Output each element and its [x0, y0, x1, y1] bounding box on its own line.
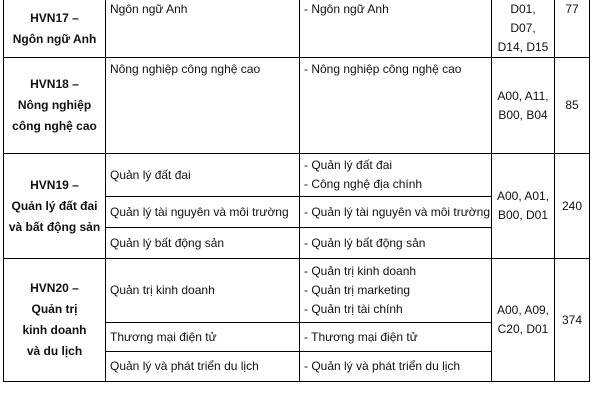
table-row — [4, 0, 590, 58]
quota-cell: 240 — [555, 154, 590, 259]
group-cell — [4, 154, 106, 259]
major-cell: - Thương mại điện tử — [300, 323, 492, 352]
major-cell: - Quản lý tài nguyên và môi trường — [300, 197, 492, 228]
group-name: công nghệ cao — [12, 119, 97, 133]
admissions-table — [3, 0, 590, 382]
major-cell: - Ngôn ngữ Anh — [300, 0, 492, 58]
program-cell: Quản lý bất động sản — [106, 228, 300, 259]
program-cell: Ngôn ngữ Anh — [106, 0, 300, 58]
major-line: - Quản trị tài chính — [304, 302, 403, 316]
major-cell: - Nông nghiệp công nghệ cao — [300, 58, 492, 154]
group-code: HVN20 – — [30, 281, 79, 295]
program-cell: Quản lý đất đai — [106, 154, 300, 197]
table-row — [4, 58, 590, 154]
quota-cell: 77 — [555, 0, 590, 58]
program-cell: Quản trị kinh doanh — [106, 259, 300, 323]
major-cell — [300, 259, 492, 323]
group-name: Quản lý đất đai — [11, 198, 98, 213]
program-cell: Quản lý và phát triển du lịch — [106, 352, 300, 382]
program-cell: Nông nghiệp công nghệ cao — [106, 58, 300, 154]
group-code: HVN17 – — [30, 10, 79, 25]
group-code: HVN18 – — [30, 77, 79, 91]
major-line: - Quản trị kinh doanh — [304, 264, 417, 278]
table-row — [4, 154, 590, 197]
combo-cell — [492, 58, 555, 154]
group-name: Quản trị — [31, 302, 78, 316]
combo-line: D01, D07, — [510, 2, 536, 35]
major-line: - Công nghệ địa chính — [304, 177, 423, 191]
group-cell — [4, 58, 106, 154]
combo-cell — [492, 154, 555, 259]
combo-cell — [492, 259, 555, 382]
group-cell — [4, 259, 106, 382]
group-name: Nông nghiệp — [17, 98, 92, 112]
program-cell: Thương mại điện tử — [106, 323, 300, 352]
combo-cell — [492, 0, 555, 58]
table-row — [4, 259, 590, 323]
combo-line: A00, A11, — [497, 88, 549, 103]
combo-line: A00, A01, — [496, 189, 550, 203]
major-cell: - Quản lý bất động sản — [300, 228, 492, 259]
quota-cell: 85 — [555, 58, 590, 154]
quota-cell: 374 — [555, 259, 590, 382]
combo-line: B00, D01 — [497, 208, 549, 222]
combo-line: A00, A09, — [496, 303, 550, 317]
combo-line: B00, B04 — [498, 107, 548, 122]
group-code: HVN19 – — [30, 177, 79, 192]
major-line: - Quản lý đất đai — [304, 158, 393, 172]
combo-line: C20, D01 — [497, 322, 549, 336]
combo-line: D14, D15 — [497, 40, 549, 54]
group-name: kinh doanh — [22, 323, 87, 337]
group-cell — [4, 0, 106, 58]
group-name: và du lịch — [26, 344, 83, 358]
program-cell: Quản lý tài nguyên và môi trường — [106, 197, 300, 228]
major-cell — [300, 154, 492, 197]
major-cell: - Quản lý và phát triển du lịch — [300, 352, 492, 382]
group-name: và bất động sản — [8, 219, 101, 234]
major-line: - Quản trị marketing — [304, 283, 411, 297]
group-name: Ngôn ngữ Anh — [12, 31, 97, 46]
